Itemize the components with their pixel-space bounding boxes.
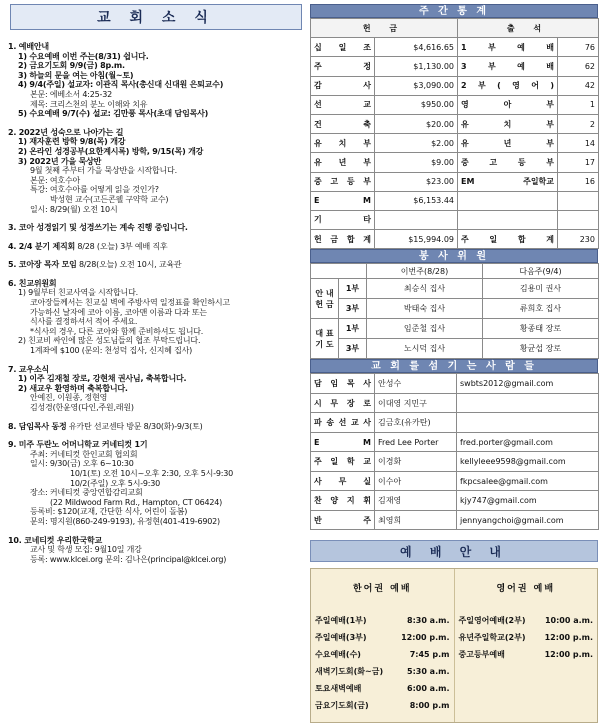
news-line: 1) 재자훈련 방학 9/8(목) 개강 <box>18 137 126 147</box>
attendance-category: 3 부 예 배 <box>458 57 558 76</box>
worship-title: 예 배 안 내 <box>400 544 508 559</box>
news-line: 2) 친교비 싸인에 많은 성도님들의 협조 부탁드립니다. <box>18 336 201 346</box>
news-item-title: 10. 코네티컷 우리한국학교 <box>8 535 103 545</box>
vol-next-week-name: 황균섭 장로 <box>483 339 599 359</box>
news-line: 1) 9월부터 친교사역을 시작합니다. <box>18 288 138 298</box>
attendance-category: 중 고 등 부 <box>458 153 558 172</box>
offering-total-value: $15,994.09 <box>375 230 458 249</box>
vol-next-week-name: 황종태 장로 <box>483 319 599 339</box>
service-name: 토요새벽예배 <box>315 684 362 694</box>
vol-group-prayer: 대 표 기 도 <box>311 319 339 359</box>
news-line: 2) 온라인 성경공부(요한계시록) 방학, 9/15(목) 개강 <box>18 146 204 156</box>
news-item-detail: 8/28(오늘) 오전 10시, 교육관 <box>76 260 182 270</box>
worship-row <box>315 612 450 629</box>
vol-this-week-name: 노시덕 집사 <box>367 339 483 359</box>
offering-amount <box>375 210 458 229</box>
news-line: 1) 수요예배 이번 주는(8/31) 쉽니다. <box>18 51 149 61</box>
news-item <box>8 260 305 270</box>
attendance-count: 2 <box>558 114 599 133</box>
staff-name: 최영희 <box>375 510 457 530</box>
news-title-box <box>10 4 302 30</box>
attendance-count: 17 <box>558 153 599 172</box>
staff-row <box>311 510 599 530</box>
news-column <box>0 0 305 700</box>
staff-email: swbts2012@gmail.com <box>457 374 599 394</box>
staff-email: fred.porter@gmail.com <box>457 432 599 452</box>
news-item-title: 3. 코아 성경읽기 및 성경쓰기는 계속 진행 중입니다. <box>8 223 188 233</box>
stats-title: 주 간 통 계 <box>310 4 598 18</box>
news-item <box>8 128 305 214</box>
news-item-detail: 유카탄 선교센타 방문 8/30(화)-9/3(토) <box>66 421 203 431</box>
news-line: 가능하신 날자에 코아 이름, 코아맨 이름과 다과 또는 <box>30 307 207 317</box>
offering-category: 십 일 조 <box>311 38 375 57</box>
stats-row <box>311 134 599 153</box>
staff-title: 교 회 를 섬 기 는 사 람 들 <box>310 359 598 373</box>
news-item-heading <box>8 440 305 450</box>
news-line: 5) 수요예배 9/7(수) 설교: 김만풍 목사(초대 담임목사) <box>18 109 209 119</box>
attendance-count <box>558 191 599 210</box>
attendance-count: 1 <box>558 95 599 114</box>
offering-amount: $4,616.65 <box>375 38 458 57</box>
offering-category: 중 고 등 부 <box>311 172 375 191</box>
news-line: (22 Mildwood Farm Rd., Hampton, CT 06424) <box>50 497 223 507</box>
worship-row <box>315 646 450 663</box>
staff-name: 안성수 <box>375 374 457 394</box>
english-worship-column <box>454 569 598 722</box>
vol-next-week-name: 김용미 권사 <box>483 279 599 299</box>
korean-worship-column <box>311 569 454 722</box>
attendance-category <box>458 210 558 229</box>
offering-amount: $20.00 <box>375 114 458 133</box>
news-item-title: 2. 2022년 성숙으로 나아가는 길 <box>8 127 124 137</box>
news-item-heading <box>8 128 305 138</box>
staff-email: jennyangchoi@gmail.com <box>457 510 599 530</box>
worship-row <box>315 629 450 646</box>
attendance-category: 유 치 부 <box>458 114 558 133</box>
worship-row <box>459 629 594 646</box>
news-line: 장소: 커네티컷 중앙연합감리교회 <box>30 488 143 498</box>
attendance-count: 42 <box>558 76 599 95</box>
news-item-title: 4. 2/4 분기 제직회 <box>8 241 76 251</box>
news-line: 주최: 커네티컷 한인교회 협의회 <box>30 449 138 459</box>
news-item-heading <box>8 365 305 375</box>
vol-part: 3부 <box>339 299 367 319</box>
news-item-title: 1. 예배안내 <box>8 42 49 51</box>
news-item-heading <box>8 242 305 252</box>
staff-table <box>310 373 599 530</box>
news-item <box>8 440 305 526</box>
offering-amount: $1,130.00 <box>375 57 458 76</box>
stats-row <box>311 191 599 210</box>
service-name: 주일영어예배(2부) <box>458 616 526 626</box>
staff-row <box>311 452 599 472</box>
news-line: 10/1(토) 오전 10시~오후 2:30, 오후 5시-9:30 <box>70 468 234 478</box>
weekly-stats <box>310 4 598 249</box>
attendance-count: 76 <box>558 38 599 57</box>
offering-amount: $23.00 <box>375 172 458 191</box>
volunteers-title: 봉 사 위 원 <box>310 249 598 263</box>
staff-row <box>311 471 599 491</box>
volunteers <box>310 249 598 359</box>
stats-row <box>311 76 599 95</box>
service-time: 8:00 p.m <box>409 701 450 711</box>
staff-role: E M <box>311 432 375 452</box>
service-name: 주일예배(1부) <box>315 616 367 626</box>
offering-category: 건 축 <box>311 114 375 133</box>
news-item-heading <box>8 422 305 432</box>
staff-name: 김재영 <box>375 491 457 511</box>
news-line: 제목: 크리스천의 분노 이해와 치유 <box>30 99 148 109</box>
service-name: 금요기도회(금) <box>315 701 369 711</box>
staff-name: 이경화 <box>375 452 457 472</box>
vol-part: 1부 <box>339 319 367 339</box>
attendance-count <box>558 210 599 229</box>
stats-row <box>311 38 599 57</box>
offering-amount: $3,090.00 <box>375 76 458 95</box>
stats-row <box>311 172 599 191</box>
news-item-detail: 8/28 (오늘) 3부 예배 직후 <box>75 241 168 251</box>
attendance-total-value: 230 <box>558 230 599 249</box>
vol-next-week: 다음주(9/4) <box>483 264 599 279</box>
offering-category: E M <box>311 191 375 210</box>
church-staff <box>310 359 598 530</box>
worship-row <box>315 697 450 714</box>
attendance-count: 62 <box>558 57 599 76</box>
staff-role: 파 송 선 교 사 <box>311 413 375 433</box>
news-item-title: 5. 코아장 목자 모임 <box>8 260 77 270</box>
news-item <box>8 242 305 252</box>
news-item-title: 7. 교우소식 <box>8 364 49 374</box>
news-line: 등록: www.klcei.org 문의: 김나은(principal@klcei.org) <box>30 554 227 564</box>
offering-amount: $9.00 <box>375 153 458 172</box>
stats-row <box>311 210 599 229</box>
news-line: 코아장들께서는 친교실 벽에 주방사역 일정표를 확인하시고 <box>30 298 230 308</box>
stats-row <box>311 114 599 133</box>
worship-title-box <box>310 540 598 562</box>
staff-name: 이수아 <box>375 471 457 491</box>
news-list <box>0 30 305 564</box>
staff-role: 찬 양 지 휘 <box>311 491 375 511</box>
news-line: 본문: 여호수아 <box>30 175 81 185</box>
news-item-title: 8. 담임목사 동정 <box>8 421 67 431</box>
offering-category: 유 년 부 <box>311 153 375 172</box>
offering-header: 헌 금 <box>311 19 458 38</box>
offering-category: 주 정 <box>311 57 375 76</box>
vol-part: 3부 <box>339 339 367 359</box>
news-title: 교 회 소 식 <box>97 10 215 26</box>
staff-email <box>457 393 599 413</box>
news-line: 10/2(주일) 오후 5시-9:30 <box>70 478 161 488</box>
info-column <box>310 0 598 711</box>
news-line: 1계좌에 $100 (문의: 천성덕 집사, 신지혜 집사) <box>30 346 193 356</box>
news-line: 일시: 9/30(금) 오후 6~10:30 <box>30 459 134 469</box>
staff-name: 김금호(유카탄) <box>375 413 457 433</box>
staff-row <box>311 393 599 413</box>
news-line: *식사의 경우, 다른 코아와 함께 준비하셔도 됩니다. <box>30 326 204 336</box>
worship-row <box>315 680 450 697</box>
staff-row <box>311 432 599 452</box>
service-time: 7:45 p.m <box>409 650 450 660</box>
offering-category: 선 교 <box>311 95 375 114</box>
attendance-count: 16 <box>558 172 599 191</box>
news-item-heading <box>8 536 305 546</box>
service-name: 새벽기도회(화~금) <box>315 667 384 677</box>
news-item-heading <box>8 42 305 52</box>
news-line: 3) 하늘의 문을 여는 아침(월~토) <box>18 70 134 80</box>
worship-row <box>315 663 450 680</box>
offering-amount: $950.00 <box>375 95 458 114</box>
staff-email: kellyleee9598@gmail.com <box>457 452 599 472</box>
vol-this-week-name: 박태숙 집사 <box>367 299 483 319</box>
vol-this-week-name: 임준철 집사 <box>367 319 483 339</box>
news-line: 2) 금요기도회 9/9(금) 8p.m. <box>18 61 125 71</box>
news-item <box>8 365 305 413</box>
attendance-category: 유 년 부 <box>458 134 558 153</box>
news-item <box>8 536 305 565</box>
staff-email: kjy747@gmail.com <box>457 491 599 511</box>
service-time: 6:00 a.m. <box>407 684 450 694</box>
news-line: 식사를 결정하셔서 적어 주세요. <box>30 317 138 327</box>
news-item <box>8 279 305 356</box>
staff-role: 반 주 <box>311 510 375 530</box>
news-line: 김성경(한윤영(다인,주원,래원) <box>30 403 134 412</box>
staff-role: 담 임 목 사 <box>311 374 375 394</box>
service-name: 수요예배(수) <box>315 650 361 660</box>
staff-name: 이대영 지민구 <box>375 393 457 413</box>
staff-row <box>311 413 599 433</box>
stats-row <box>311 57 599 76</box>
news-line: 일시: 8/29(월) 오전 10시 <box>30 204 118 214</box>
stats-row <box>311 153 599 172</box>
worship-schedule <box>310 568 598 723</box>
service-time: 12:00 p.m. <box>401 633 450 643</box>
vol-corner <box>311 264 367 279</box>
offering-category: 기 타 <box>311 210 375 229</box>
staff-email: fkpcsalee@gmail.com <box>457 471 599 491</box>
news-line: 문의: 명지원(860-249-9193), 유정현(401-419-6902) <box>30 516 220 526</box>
staff-role: 시 무 장 로 <box>311 393 375 413</box>
vol-part: 1부 <box>339 279 367 299</box>
news-line: 9월 첫째 주부터 가을 묵상반을 시작합니다. <box>30 166 177 176</box>
news-item <box>8 422 305 432</box>
offering-amount: $6,153.44 <box>375 191 458 210</box>
service-time: 12:00 p.m. <box>544 633 593 643</box>
staff-role: 사 무 실 <box>311 471 375 491</box>
news-line: 등록비: $120(교재, 간단한 식사, 어린이 돌봄) <box>30 507 188 517</box>
staff-row <box>311 491 599 511</box>
offering-total-label: 헌 금 합 계 <box>311 230 375 249</box>
news-line: 3) 2022년 가을 묵상반 <box>18 156 102 166</box>
news-line: 1) 이주 김재철 장로, 강현채 권사님, 축복합니다. <box>18 374 187 384</box>
attendance-category <box>458 191 558 210</box>
staff-email <box>457 413 599 433</box>
news-line: 2) 새교우 환영하며 축복합니다. <box>18 383 128 393</box>
offering-category: 감 사 <box>311 76 375 95</box>
stats-table <box>310 18 599 249</box>
news-item-heading <box>8 260 305 270</box>
attendance-header: 출 석 <box>458 19 599 38</box>
service-time: 8:30 a.m. <box>407 616 450 626</box>
attendance-total-label: 주 일 합 계 <box>458 230 558 249</box>
service-name: 주일예배(3부) <box>315 633 367 643</box>
vol-this-week-name: 최승식 집사 <box>367 279 483 299</box>
news-line: 안예진, 이원종, 정현영 <box>30 393 108 403</box>
english-worship-title: 영어권 예배 <box>496 584 556 595</box>
attendance-category: 2 부 ( 영 어 ) <box>458 76 558 95</box>
service-time: 10:00 a.m. <box>544 616 593 626</box>
attendance-category: 영 아 부 <box>458 95 558 114</box>
offering-category: 유 치 부 <box>311 134 375 153</box>
attendance-count: 14 <box>558 134 599 153</box>
news-item-title: 6. 친교위원회 <box>8 278 57 288</box>
attendance-category: 1 부 예 배 <box>458 38 558 57</box>
news-line: 박성현 교수(고든콘웰 구약학 교수) <box>50 194 169 204</box>
attendance-category: EM 주일학교 <box>458 172 558 191</box>
service-time: 5:30 a.m. <box>407 667 450 677</box>
vol-group-ushers: 안 내 헌 금 <box>311 279 339 319</box>
stats-row <box>311 95 599 114</box>
news-item-title: 9. 미주 두란노 어머니학교 커네티컷 1기 <box>8 440 148 450</box>
volunteers-table <box>310 263 599 359</box>
offering-amount: $2.00 <box>375 134 458 153</box>
service-name: 중고등부예배 <box>458 650 505 660</box>
service-name: 유년주일학교(2부) <box>458 633 526 643</box>
vol-this-week: 이번주(8/28) <box>367 264 483 279</box>
worship-row <box>459 612 594 629</box>
service-time: 12:00 p.m. <box>544 650 593 660</box>
news-line: 본문: 에베소서 4:25-32 <box>30 89 112 99</box>
news-line: 특강: 여호수아를 어떻게 읽을 것인가? <box>30 185 159 195</box>
news-item <box>8 223 305 233</box>
news-item-heading <box>8 223 305 233</box>
staff-row <box>311 374 599 394</box>
worship-row <box>459 646 594 663</box>
news-line: 교사 및 학생 모집: 9월10일 개강 <box>30 545 142 555</box>
korean-worship-title: 한어권 예배 <box>352 584 412 595</box>
staff-role: 주 일 학 교 <box>311 452 375 472</box>
vol-next-week-name: 류희호 집사 <box>483 299 599 319</box>
staff-name: Fred Lee Porter <box>375 432 457 452</box>
news-line: 4) 9/4(주일) 설교자: 이관직 목사(총신대 신대원 은퇴교수) <box>18 80 224 90</box>
news-item <box>8 42 305 119</box>
